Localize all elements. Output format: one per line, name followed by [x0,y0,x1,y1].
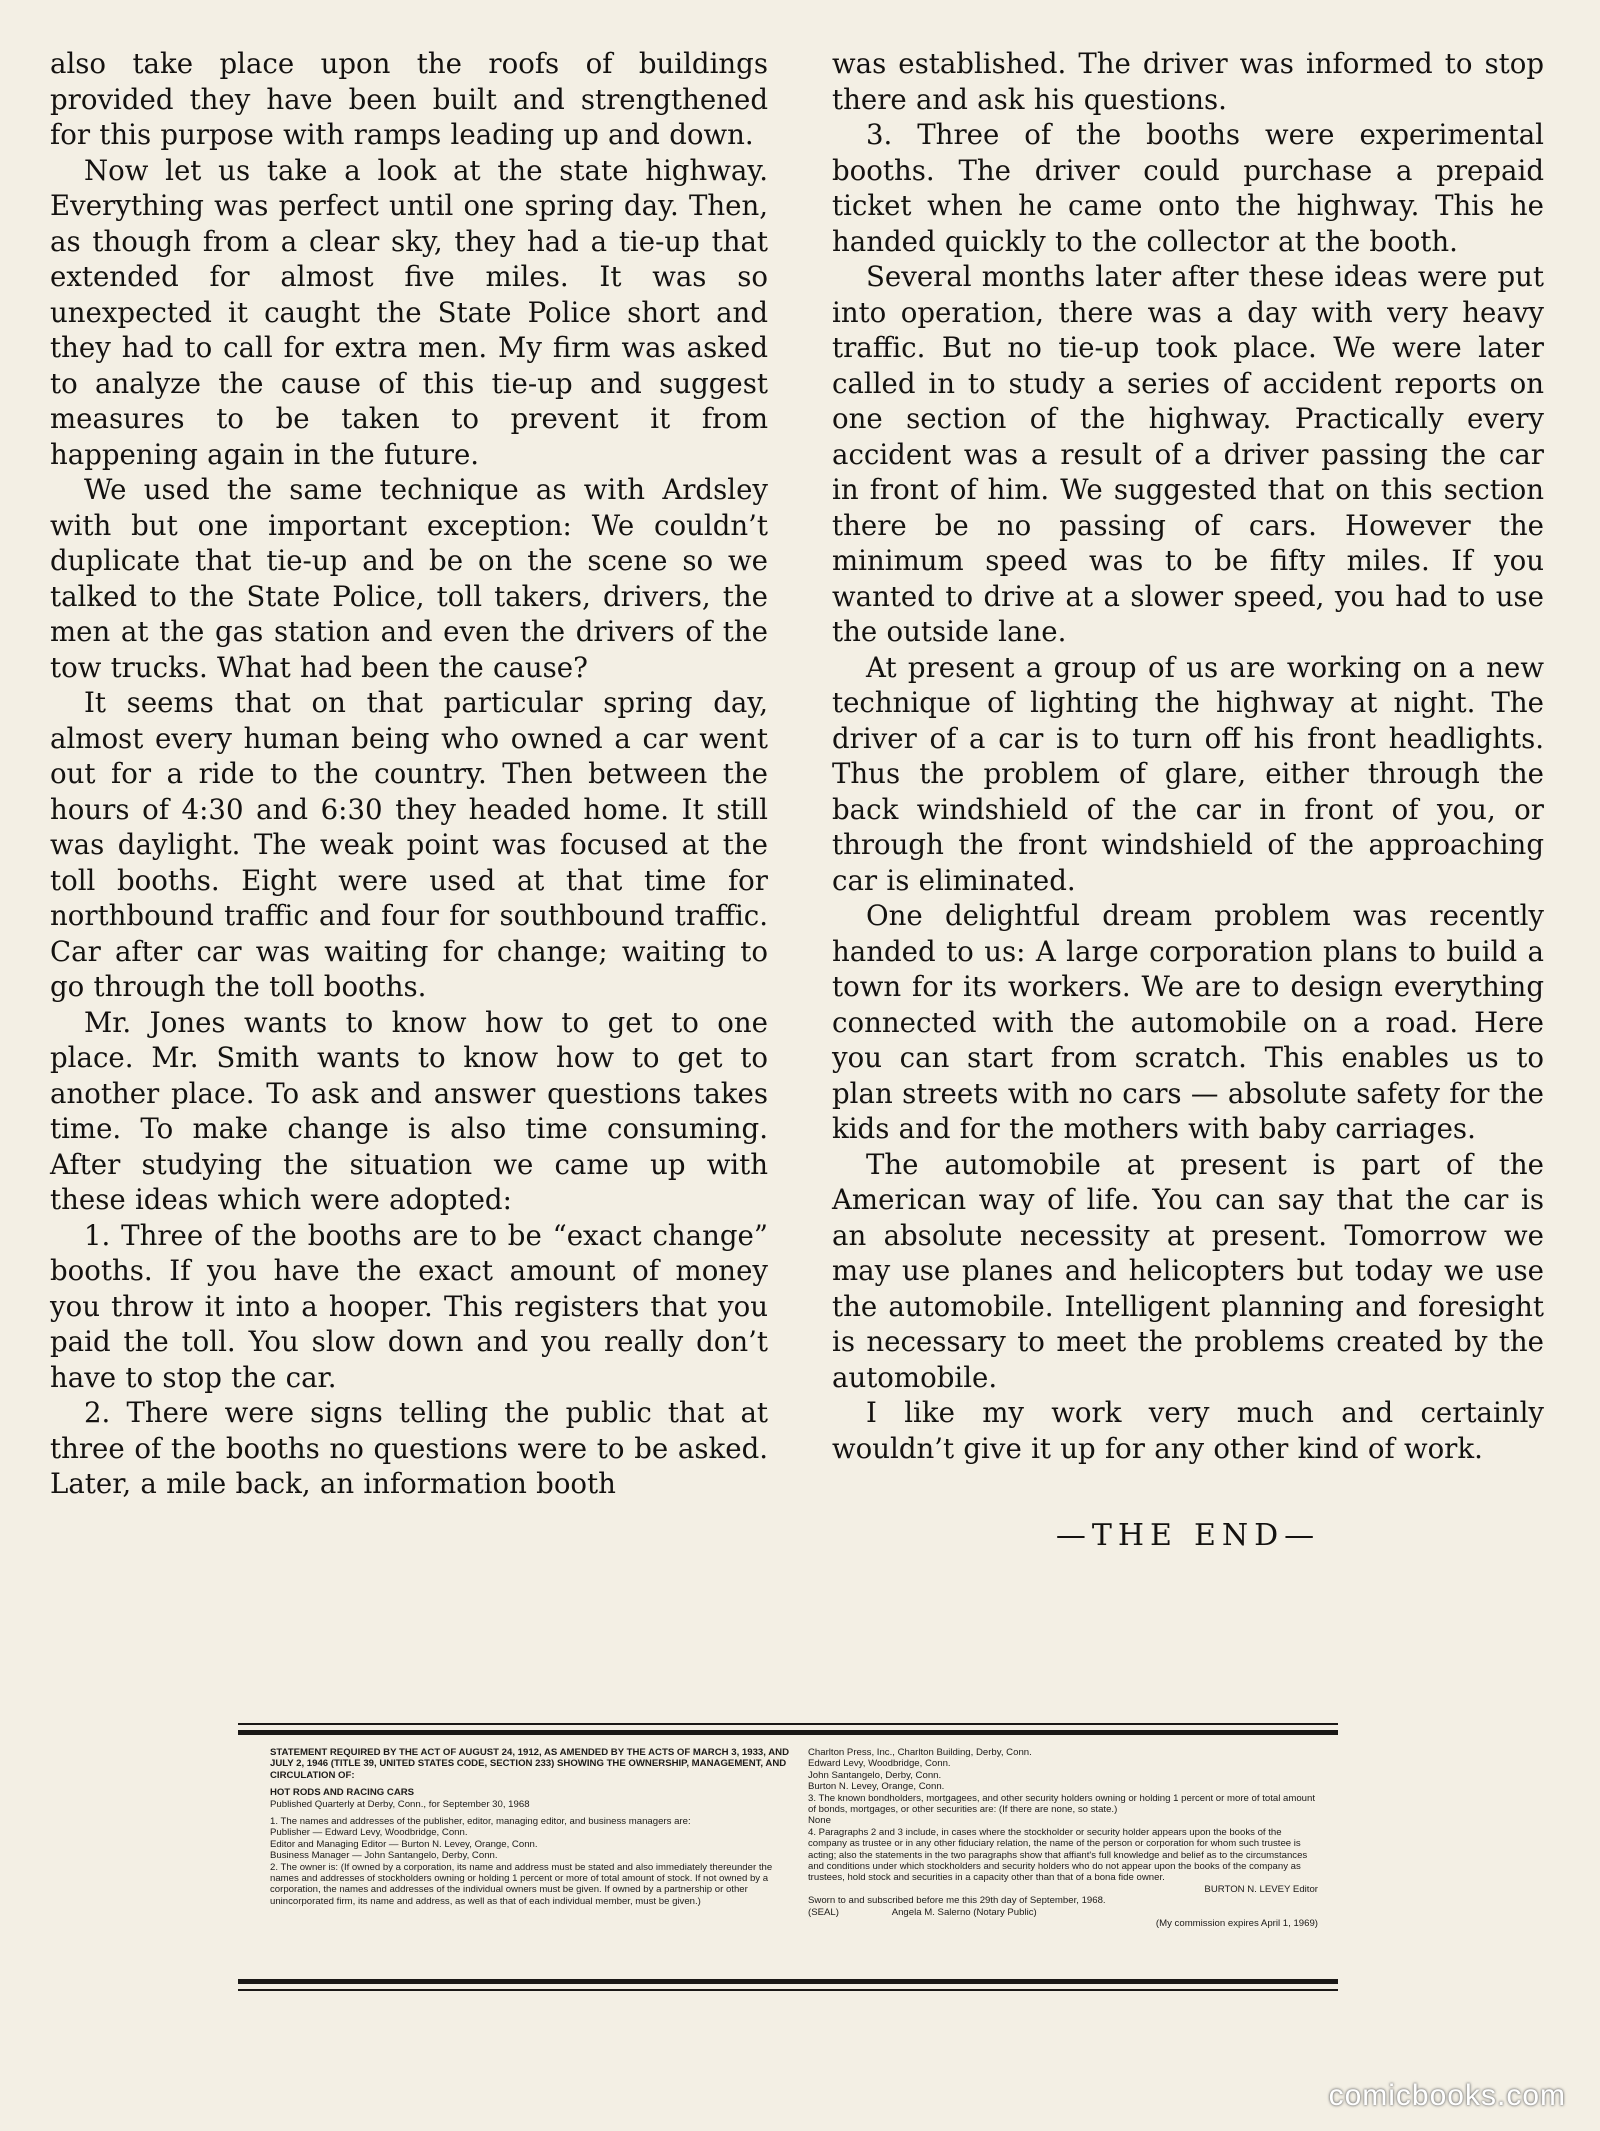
statement-line: Business Manager — John Santangelo, Derby, Conn. [270,1850,498,1862]
paragraph: was established. The driver was informed to stop there and ask his questions. [832,47,1544,116]
paragraph: also take place upon the roofs of buildings provided they have been built and strengthened for this purpose with ramps leading up and down. [50,47,768,151]
paragraph: 3. Three of the booths were experimental booths. The driver could purchase a prepaid ticket when he came onto the highway. This he handed quickly to the collector at the booth. [832,118,1544,258]
statement-line: 3. The known bondholders, mortgagees, and other security holders owning or holding 1 percent or more of total amount of bonds, mortgages, or other securities are: (If there are none, so state.) [808,1792,1318,1816]
statement-line: Sworn to and subscribed before me this 29th day of September, 1968. [808,1895,1106,1907]
statement-line: None [808,1815,831,1827]
statement-left-column [270,1747,790,1907]
statement-line: 4. Paragraphs 2 and 3 include, in cases where the stockholder or security holder appears upon the books of the company as trustee or in any other fiduciary relation, the name of the person or corporation for whom such trustee is acting; also the statements in the two paragraphs show that affiant's full knowledge and belief as to the circumstances and conditions under which stockholders and security holders who do not appear upon the books of the company as trustees, hold stock and securities in a capacity other than that of a bona fide owner. [808,1826,1310,1884]
the-end-heading: —THE END— [1055,1518,1321,1553]
statement-right-column [808,1747,1318,1930]
statement-line: BURTON N. LEVEY Editor [1204,1883,1318,1895]
paragraph: 1. Three of the booths are to be “exact change” booths. If you have the exact amount of money you throw it into a hooper. This registers that you paid the toll. You slow down and you really don’t have to stop the car. [50,1218,768,1394]
paragraph: Now let us take a look at the state highway. Everything was perfect until one spring day. Then, as though from a clear sky, they had a tie-up that extended for almost five miles. It was so unexpected it caught the State Police short and they had to call for extra men. My firm was asked to analyze the cause of this tie-up and suggest measures to be taken to prevent it from happening again in the future. [50,153,768,471]
statement-line: Edward Levy, Woodbridge, Conn. [808,1758,951,1770]
paragraph: I like my work very much and certainly wouldn’t give it up for any other kind of work. [832,1396,1544,1465]
statement-line: Publisher — Edward Levy, Woodbridge, Conn. [270,1827,468,1839]
statement-line: (My commission expires April 1, 1969) [1155,1918,1318,1930]
statement-line: (SEAL) Angela M. Salerno (Notary Public) [808,1906,1037,1918]
ownership-statement-box [238,1730,1338,1984]
paragraph: At present a group of us are working on a new technique of lighting the highway at night. The driver of a car is to turn off his front headlights. Thus the problem of glare, either through the back windshield of the car in front of you, or through the front windshield of the approaching car is eliminated. [832,650,1544,897]
left-text-column [50,46,768,1502]
statement-line: Charlton Press, Inc., Charlton Building, Derby, Conn. [808,1747,1032,1758]
site-watermark: comicbooks.com [1328,2079,1566,2112]
paragraph: It seems that on that particular spring day, almost every human being who owned a car went out for a ride to the country. Then between the hours of 4:30 and 6:30 they headed home. It still was daylight. The weak point was focused at the toll booths. Eight were used at that time for northbound traffic and four for southbound traffic. Car after car was waiting for change; waiting to go through the toll booths. [50,686,768,1003]
statement-line: STATEMENT REQUIRED BY THE ACT OF AUGUST 24, 1912, AS AMENDED BY THE ACTS OF MARCH 3, 1933, AND JULY 2, 1946 (TITLE 39, UNITED STATES CODE, SECTION 233) SHOWING THE OWNERSHIP, MANAGEMENT, AND CIRCULATION OF: [270,1747,792,1781]
paragraph: We used the same technique as with Ardsley with but one important exception: We couldn’t duplicate that tie-up and be on the scene so we talked to the State Police, toll takers, drivers, the men at the gas station and even the drivers of the tow trucks. What had been the cause? [50,473,768,684]
statement-line: John Santangelo, Derby, Conn. [808,1769,942,1781]
paragraph: 2. There were signs telling the public that at three of the booths no questions were to be asked. Later, a mile back, an information booth [50,1396,768,1500]
statement-line: 1. The names and addresses of the publisher, editor, managing editor, and business managers are: [270,1816,691,1828]
paragraph: Several months later after these ideas were put into operation, there was a day with very heavy traffic. But no tie-up took place. We were later called in to study a series of accident reports on one section of the highway. Practically every accident was a result of a driver passing the car in front of him. We suggested that on this section there be no passing of cars. However the minimum speed was to be fifty miles. If you wanted to drive at a slower speed, you had to use the outside lane. [832,260,1544,648]
statement-line: HOT RODS AND RACING CARS [270,1787,415,1799]
statement-line: Published Quarterly at Derby, Conn., for September 30, 1968 [270,1798,530,1810]
paragraph: Mr. Jones wants to know how to get to one place. Mr. Smith wants to know how to get to another place. To ask and answer questions takes time. To make change is also time consuming. After studying the situation we came up with these ideas which were adopted: [50,1005,768,1216]
paragraph: One delightful dream problem was recently handed to us: A large corporation plans to build a town for its workers. We are to design everything connected with the automobile on a road. Here you can start from scratch. This enables us to plan streets with no cars — absolute safety for the kids and for the mothers with baby carriages. [832,899,1544,1145]
statement-line: Editor and Managing Editor — Burton N. Levey, Orange, Conn. [270,1838,538,1850]
statement-bottom-rule [238,1989,1338,1991]
statement-top-rule [238,1723,1338,1725]
paragraph: The automobile at present is part of the American way of life. You can say that the car is an absolute necessity at present. Tomorrow we may use planes and helicopters but today we use the automobile. Intelligent planning and foresight is necessary to meet the problems created by the automobile. [832,1147,1544,1394]
right-text-column [832,46,1544,1554]
statement-line: Burton N. Levey, Orange, Conn. [808,1781,945,1793]
statement-line: 2. The owner is: (If owned by a corporation, its name and address must be stated and also immediately thereunder the names and addresses of stockholders owning or holding 1 percent or more of total amount of stock. If not owned by a corporation, the names and addresses of the individual owners must be given. If owned by a partnership or other unincorporated firm, its name and address, as well as that of each individual member, must be given.) [270,1861,775,1907]
